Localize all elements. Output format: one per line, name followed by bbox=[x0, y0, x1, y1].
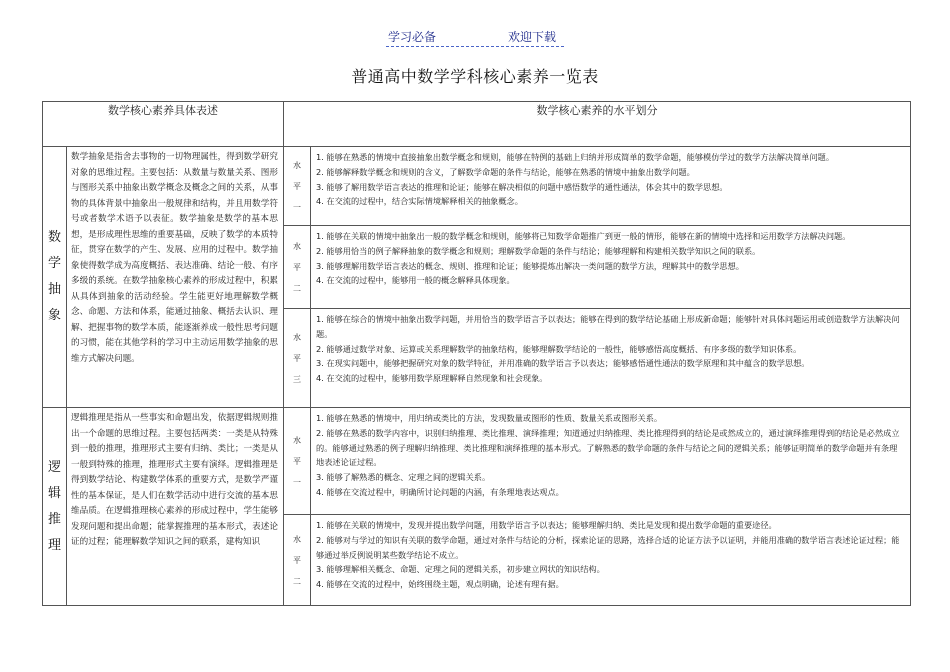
section-name bbox=[48, 225, 61, 329]
section-name-cell bbox=[43, 408, 67, 606]
level-label-char: 平 bbox=[293, 555, 301, 565]
level-label-char: 二 bbox=[293, 576, 301, 586]
list-item: 2. 能够解释数学概念和规则的含义，了解数学命题的条件与结论，能够在熟悉的情境中抽象出数学问题。 bbox=[316, 166, 695, 177]
section-name bbox=[48, 455, 61, 559]
section-name-char: 抽 bbox=[47, 282, 61, 297]
list-item: 2. 能够对与学过的知识有关联的数学命题，通过对条件与结论的分析，探索论证的思路，选择合适的论证方法予以证明，并能用准确的数学语言表述论证过程；能够通过举反例说明某些数学结论不成立。 bbox=[316, 534, 900, 560]
section-description: 逻辑推理是指从一些事实和命题出发，依据逻辑规则推出一个命题的思维过程。主要包括两类：一类是从特殊到一般的推理，推理形式主要有归纳、类比；一类是从一般到特殊的推理，推理形式主要有演绎。逻辑推理是得到数学结论、构建数学体系的重要方式，是数学严谨性的基本保证，是人们在数学活动中进行交流的基本思维品质。在逻辑推理核心素养的形成过程中，学生能够发现问题和提出命题；能掌握推理的基本形式，表述论证的过程；能理解数学知识之间的联系，建构知识 bbox=[67, 408, 284, 606]
level-label-char: 二 bbox=[293, 283, 301, 293]
header-left-cell: 数学核心素养具体表述 bbox=[43, 102, 284, 147]
list-item: 3. 能够理解用数学语言表达的概念、规则、推理和论证；能够提炼出解决一类问题的数学方法，理解其中的数学思想。 bbox=[316, 260, 744, 271]
list-item: 2. 能够用恰当的例子解释抽象的数学概念和规则；理解数学命题的条件与结论；能够理解和构建相关数学知识之间的联系。 bbox=[316, 245, 761, 256]
level-label bbox=[293, 236, 301, 299]
level-label bbox=[293, 430, 301, 493]
list-item: 4. 能够在交流过程中，明确所讨论问题的内涵，有条理地表达观点。 bbox=[316, 486, 564, 497]
table-header-row bbox=[43, 102, 911, 147]
section-name-char: 理 bbox=[47, 537, 61, 553]
document-title: 普通高中数学学科核心素养一览表 bbox=[351, 67, 599, 86]
level-label-cell bbox=[284, 408, 311, 515]
list-item: 2. 能够通过数学对象、运算或关系理解数学的抽象结构，能够理解数学结论的一般性，能够感悟高度概括、有序多级的数学知识体系。 bbox=[316, 343, 802, 354]
level-items bbox=[311, 515, 911, 606]
table-row bbox=[43, 408, 911, 515]
section-name-char: 推 bbox=[47, 511, 61, 527]
list-item: 3. 能够了解熟悉的概念、定理之间的逻辑关系。 bbox=[316, 472, 491, 483]
list-item: 4. 在交流的过程中，能够用一般的概念解释具体现象。 bbox=[316, 275, 515, 286]
level-label-char: 水 bbox=[293, 160, 301, 170]
list-item: 1. 能够在关联的情境中抽象出一般的数学概念和规则，能够将已知数学命题推广到更一般的情形，能够在新的情境中选择和运用数学方法解决问题。 bbox=[316, 231, 851, 241]
list-item: 3. 能够了解用数学语言表达的推理和论证；能够在解决相似的问题中感悟数学的通性通法，体会其中的数学思想。 bbox=[316, 181, 728, 192]
header-left-text: 学习必备 bbox=[388, 30, 437, 44]
header-underline bbox=[386, 46, 564, 47]
level-items bbox=[311, 226, 911, 309]
level-label-char: 水 bbox=[293, 534, 301, 544]
level-label-cell bbox=[284, 309, 311, 408]
level-label-char: 水 bbox=[293, 435, 301, 445]
page-header bbox=[0, 28, 950, 48]
level-label-char: 平 bbox=[293, 456, 301, 466]
list-item: 2. 能够在熟悉的数学内容中，识别归纳推理、类比推理、演绎推理；知道通过归纳推理、类比推理得到的结论是或然成立的，通过演绎推理得到的结论是必然成立的。能够通过熟悉的例子理解归纳推理、类比推理和演绎推理的基本形式。了解熟悉的数学命题的条件与结论之间的逻辑关系；能够证明简单的数学命题并有条理地表述论证过程。 bbox=[316, 427, 900, 468]
level-label bbox=[293, 529, 301, 592]
header-right-text: 欢迎下载 bbox=[508, 30, 557, 44]
section-description: 数学抽象是指舍去事物的一切物理属性，得到数学研究对象的思维过程。主要包括：从数量与数量关系、图形与图形关系中抽象出数学概念及概念之间的关系，从事物的具体背景中抽象出一般规律和结构，并且用数学符号或者数学术语予以表征。数学抽象是数学的基本思想，是形成理性思维的重要基础，反映了数学的本质特征，贯穿在数学的产生、发展、应用的过程中。数学抽象使得数学成为高度概括、表达准确、结论一般、有序多级的系统。在数学抽象核心素养的形成过程中，积累从具体到抽象的活动经验。学生能更好地理解数学概念、命题、方法和体系，能通过抽象、概括去认识、理解、把握事物的数学本质，能逐渐养成一般性思考问题的习惯，能在其他学科的学习中主动运用数学抽象的思维方式解决问题。 bbox=[67, 147, 284, 408]
section-name-char: 数 bbox=[47, 230, 61, 245]
level-label-char: 平 bbox=[293, 353, 301, 363]
level-items bbox=[311, 309, 911, 408]
level-label-char: 平 bbox=[293, 262, 301, 272]
level-label bbox=[293, 155, 301, 218]
section-name-cell bbox=[43, 147, 67, 408]
section-name-char: 辑 bbox=[47, 485, 61, 501]
level-items bbox=[311, 408, 911, 515]
list-item: 4. 在交流的过程中，能够用数学原理解释自然现象和社会现象。 bbox=[316, 373, 548, 384]
list-item: 4. 在交流的过程中，结合实际情境解释相关的抽象概念。 bbox=[316, 196, 523, 207]
level-label-cell bbox=[284, 226, 311, 309]
level-items bbox=[311, 147, 911, 226]
level-label-char: 平 bbox=[293, 181, 301, 191]
section-name-char: 学 bbox=[47, 256, 61, 271]
list-item: 1. 能够在关联的情境中，发现并提出数学问题，用数学语言予以表达；能够理解归纳、类比是发现和提出数学命题的重要途径。 bbox=[316, 520, 777, 530]
section-name-char: 逻 bbox=[47, 459, 61, 475]
level-label-char: 水 bbox=[293, 332, 301, 342]
level-label-char: 三 bbox=[293, 374, 301, 384]
level-label-cell bbox=[284, 515, 311, 606]
level-label-char: 水 bbox=[293, 241, 301, 251]
list-item: 1. 能够在熟悉的情境中，用归纳或类比的方法，发现数量或图形的性质、数量关系或图形关系。 bbox=[316, 413, 663, 423]
level-label-char: 一 bbox=[293, 477, 301, 487]
level-label bbox=[293, 327, 301, 390]
list-item: 4. 能够在交流的过程中，始终围绕主题，观点明确，论述有理有据。 bbox=[316, 579, 564, 590]
list-item: 3. 在现实问题中，能够把握研究对象的数学特征，并用准确的数学语言予以表达；能够感悟通性通法的数学原理和其中蕴含的数学思想。 bbox=[316, 358, 810, 369]
level-label-char: 一 bbox=[293, 202, 301, 212]
level-label-cell bbox=[284, 147, 311, 226]
section-name-char: 象 bbox=[47, 308, 61, 323]
literacy-table bbox=[42, 101, 911, 606]
table-row bbox=[43, 147, 911, 226]
list-item: 3. 能够理解相关概念、命题、定理之间的逻辑关系，初步建立网状的知识结构。 bbox=[316, 564, 605, 575]
list-item: 1. 能够在熟悉的情境中直接抽象出数学概念和规则，能够在特例的基础上归纳并形成简单的数学命题，能够模仿学过的数学方法解决简单问题。 bbox=[316, 152, 835, 162]
list-item: 1. 能够在综合的情境中抽象出数学问题，并用恰当的数学语言予以表达；能够在得到的数学结论基础上形成新命题；能够针对具体问题运用或创造数学方法解决问题。 bbox=[316, 314, 900, 339]
header-right-cell: 数学核心素养的水平划分 bbox=[284, 102, 911, 147]
